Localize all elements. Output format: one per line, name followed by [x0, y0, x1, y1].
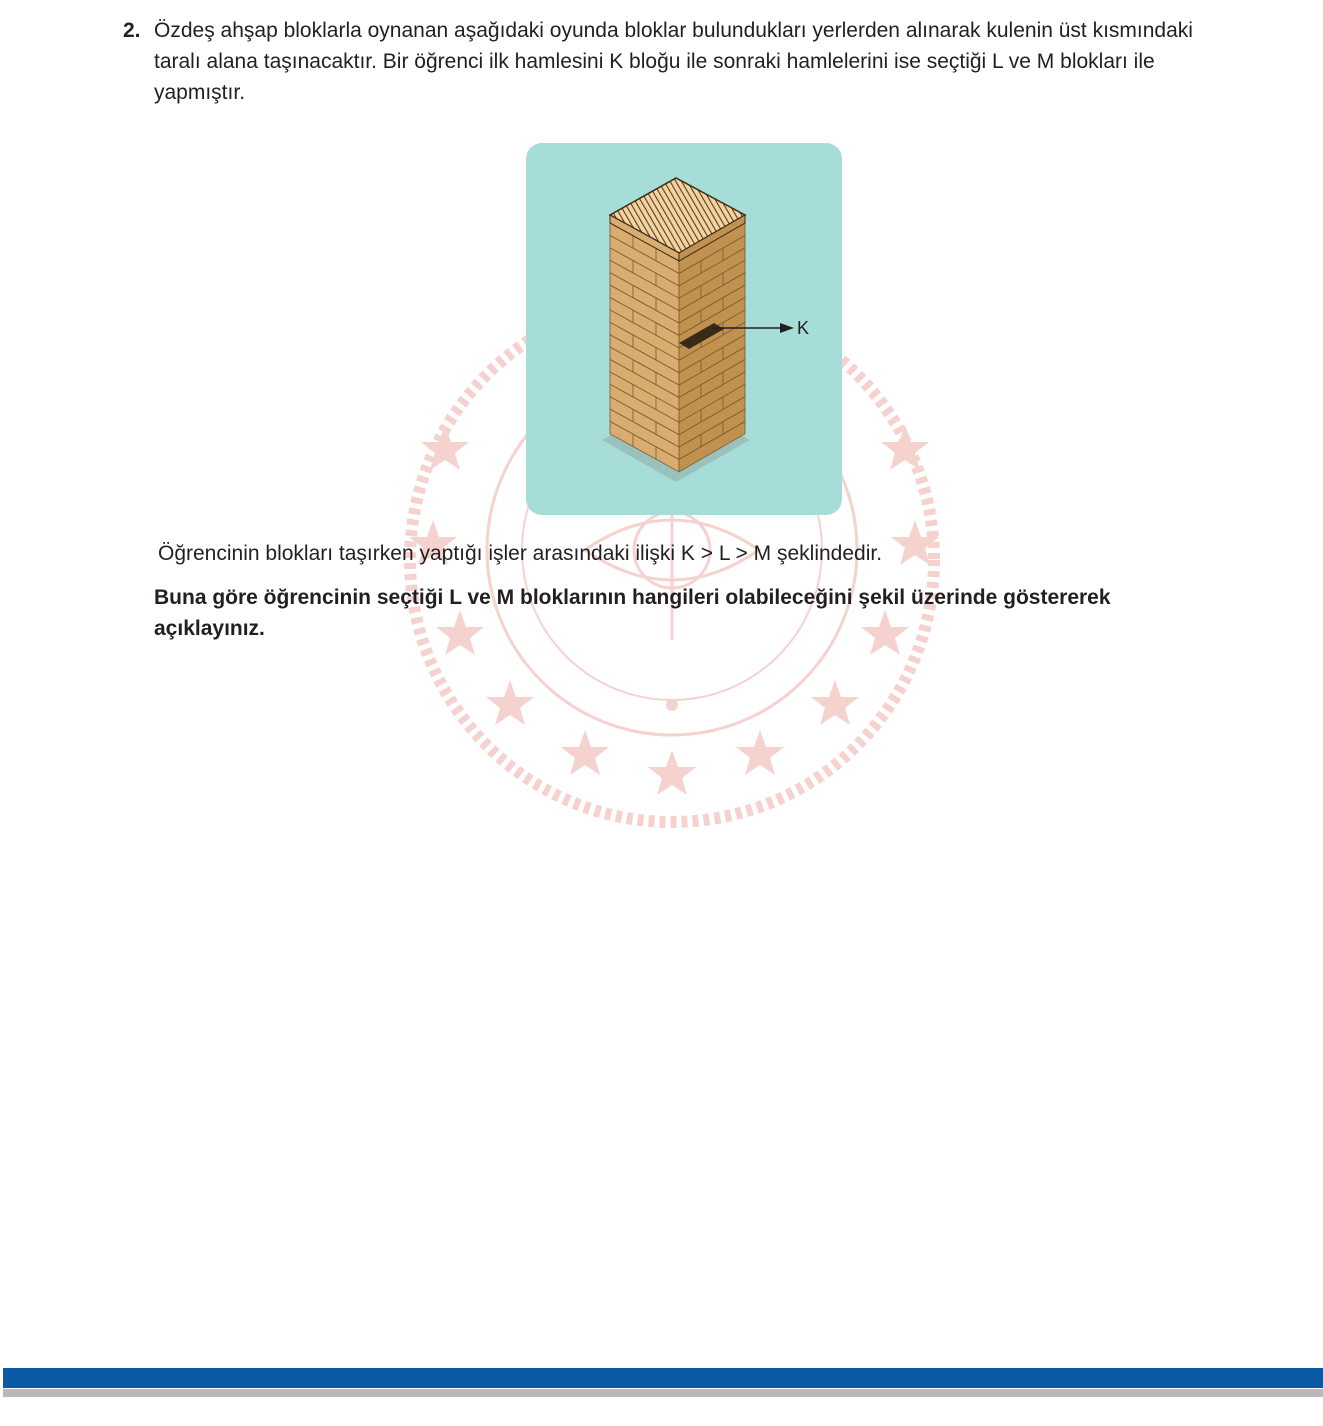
label-k: K: [797, 318, 810, 338]
jenga-tower-figure: [526, 143, 842, 515]
task-instruction: Buna göre öğrencinin seçtiği L ve M bloklarının hangileri olabileceğini şekil üzerinde göstererek açıklayınız.: [154, 586, 1111, 640]
question-number: 2.: [123, 19, 141, 42]
jenga-tower-illustration: [526, 143, 842, 515]
footer-gray-rule: [3, 1389, 1323, 1397]
k-arrow-head: [780, 323, 794, 333]
footer-blue-bar: [3, 1368, 1323, 1388]
question-text: Özdeş ahşap bloklarla oynanan aşağıdaki oyunda bloklar bulundukları yerlerden alınarak kulenin üst kısmındaki taralı alana taşınacaktır. Bir öğrenci ilk hamlesini K bloğu ile sonraki hamlelerini ise seçtiği L ve M blokları ile yapmıştır.: [154, 19, 1193, 104]
relation-statement: Öğrencinin blokları taşırken yaptığı işler arasındaki ilişki K > L > M şeklindedir.: [158, 542, 883, 565]
